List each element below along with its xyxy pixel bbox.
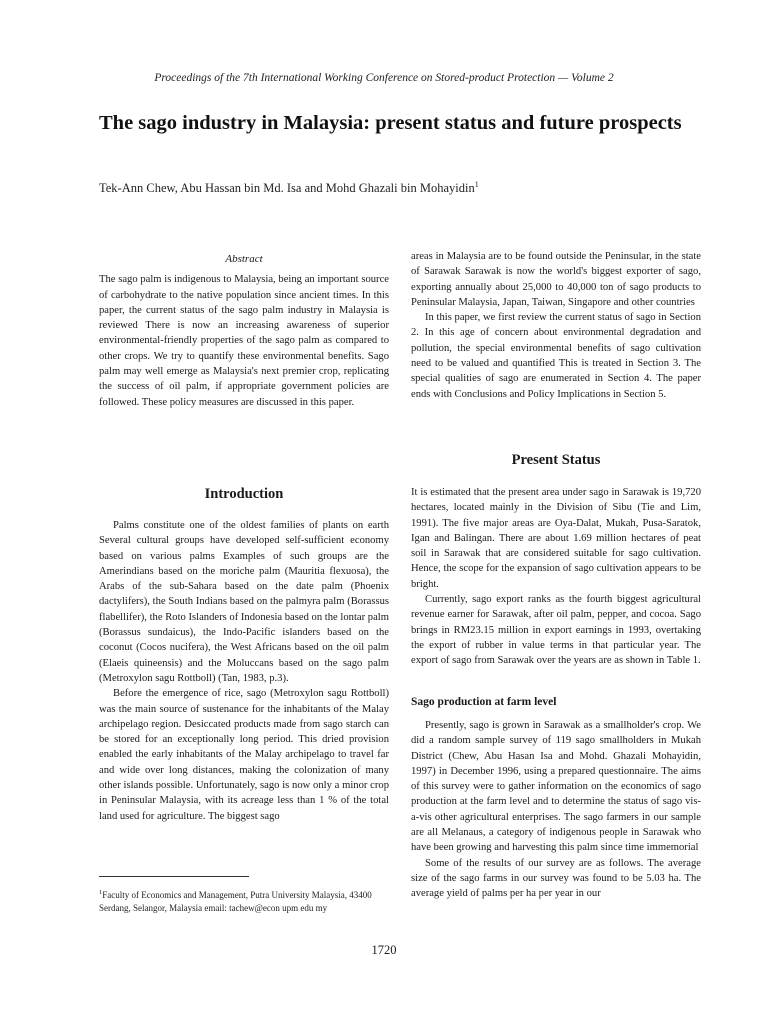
paper-title: The sago industry in Malaysia: present status and future prospects — [99, 112, 682, 134]
present-status-paragraph-2: Currently, sago export ranks as the fourth biggest agricultural revenue earner for Sarawak, after oil palm, pepper, and cocoa. Sago brings in RM23.15 million in export earnings in 1993, overtaking the export of rubber in value terms in that particular year. The export of sago from Sarawak over the years are as shown in Table 1. — [411, 594, 701, 667]
running-head: Proceedings of the 7th International Working Conference on Stored-product Protection — Volume 2 — [154, 72, 614, 84]
present-status-heading: Present Status — [511, 452, 601, 468]
left-column — [99, 252, 389, 410]
paper-outline-paragraph: In this paper, we first review the current status of sago in Section 2. In this age of concern about environmental degradation and pollution, the special environmental benefits of sago cultivation need to be valued and quantified This is treated in Section 3. The special qualities of sago are enumerated in Section 4. The paper ends with Conclusions and Policy Implications in Section 5. — [411, 312, 701, 400]
author-footnote-mark: 1 — [474, 180, 479, 189]
introduction-heading: Introduction — [204, 486, 284, 502]
abstract-heading: Abstract — [225, 253, 263, 265]
abstract-text: The sago palm is indigenous to Malaysia, being an important source of carbohydrate to the native population since ancient times. In this paper, the current status of the sago palm industry in Malaysia is reviewed There is now an increasing awareness of superior environmental-friendly properties of the sago palm as compared to other crops. We try to quantify these environmental benefits. Sago palm may well emerge as Malaysia's next premier crop, replicating the success of oil palm, if appropriate government policies are followed. These policy measures are discussed in this paper. — [99, 274, 389, 408]
footnote-mark: 1 — [99, 889, 103, 896]
present-status-paragraph-1: It is estimated that the present area under sago in Sarawak is 19,720 hectares, located mainly in the Division of Sibu (Tie and Lim, 1991). The five major areas are Oya-Dalat, Mukah, Pusa-Saratok, Igan and Balingan. There are about 1.69 million hectares of peat soil in Sarawak that are considered suitable for sago cultivation. Hence, the scope for the expansion of sago cultivation appears to be bright. — [411, 487, 701, 590]
present-status-body — [411, 485, 701, 669]
footnote-rule — [99, 876, 249, 877]
authors: Tek-Ann Chew, Abu Hassan bin Md. Isa and Mohd Ghazali bin Mohayidin — [99, 181, 475, 196]
author-line — [99, 180, 699, 196]
introduction-paragraph-1: Palms constitute one of the oldest families of plants on earth Several cultural groups have developed self-sufficient economy based on various palms Examples of such groups are the Amerindians based on the moriche palm (Mauritia flexuosa), the Arabs of the sub-Sahara based on the date palm (Phoenix dactylifers), the South Indians based on the palmyra palm (Borassus flabellifer), the Roto Islanders of Indonesia based on the lontar palm (Borassus sundaicus), the Indo-Pacific islanders based on the coconut (Cocos nucifera), the West Africans based on the oil palm (Elaeis quineensis) and the Moluccans based on the sago palm (Metroxylon sagu Rottboll) (Tan, 1983, p.3). — [99, 520, 389, 684]
introduction-paragraph-2: Before the emergence of rice, sago (Metroxylon sagu Rottboll) was the main source of sustenance for the inhabitants of the Malay archipelago region. Desiccated products made from sago starch can be stored for an exceptionally long period. This dried provision enabled the early inhabitants of the Malay archipelago to travel far and wide over long distances, making the colonization of many other islands possible. Unfortunately, sago is now only a minor crop in Peninsular Malaysia, with its acreage less than 1 % of the total land used for agriculture. The biggest sago — [99, 688, 389, 822]
sago-production-paragraph-2: Some of the results of our survey are as follows. The average size of the sago farms in our survey was found to be 5.03 ha. The average yield of palms per ha per year in our — [411, 857, 701, 900]
intro-continued-paragraph: areas in Malaysia are to be found outside the Peninsular, in the state of Sarawak Sarawak is now the world's biggest exporter of sago, exporting annually about 25,000 to 40,000 ton of sago products to Peninsular Malaysia, Japan, Taiwan, Singapore and other countries — [411, 251, 701, 308]
sago-production-paragraph-1: Presently, sago is grown in Sarawak as a smallholder's crop. We did a random sample survey of 119 sago smallholders in Mukah District (Chew, Abu Hasan Isa and Mohd. Ghazali Mohayidin, 1997) in December 1996, using a prepared questionnaire. The aims of this survey were to gather information on the economics of sago production at the farm level and to determine the status of sago vis-a-vis other agricultural enterprises. The sago farmers in our sample are all Melanaus, a category of indigenous people in Sarawak who have been growing and harvesting this palm since time immemorial — [411, 720, 701, 854]
footnote-text: Faculty of Economics and Management, Putra University Malaysia, 43400 Serdang, Selangor, Malaysia email: tachew@econ upm edu my — [99, 890, 372, 913]
introduction-body — [99, 518, 389, 824]
page-number: 1720 — [371, 943, 397, 957]
footnote — [99, 886, 389, 915]
right-column-intro — [411, 249, 701, 402]
sago-production-heading: Sago production at farm level — [411, 696, 557, 708]
sago-production-body — [411, 718, 701, 902]
